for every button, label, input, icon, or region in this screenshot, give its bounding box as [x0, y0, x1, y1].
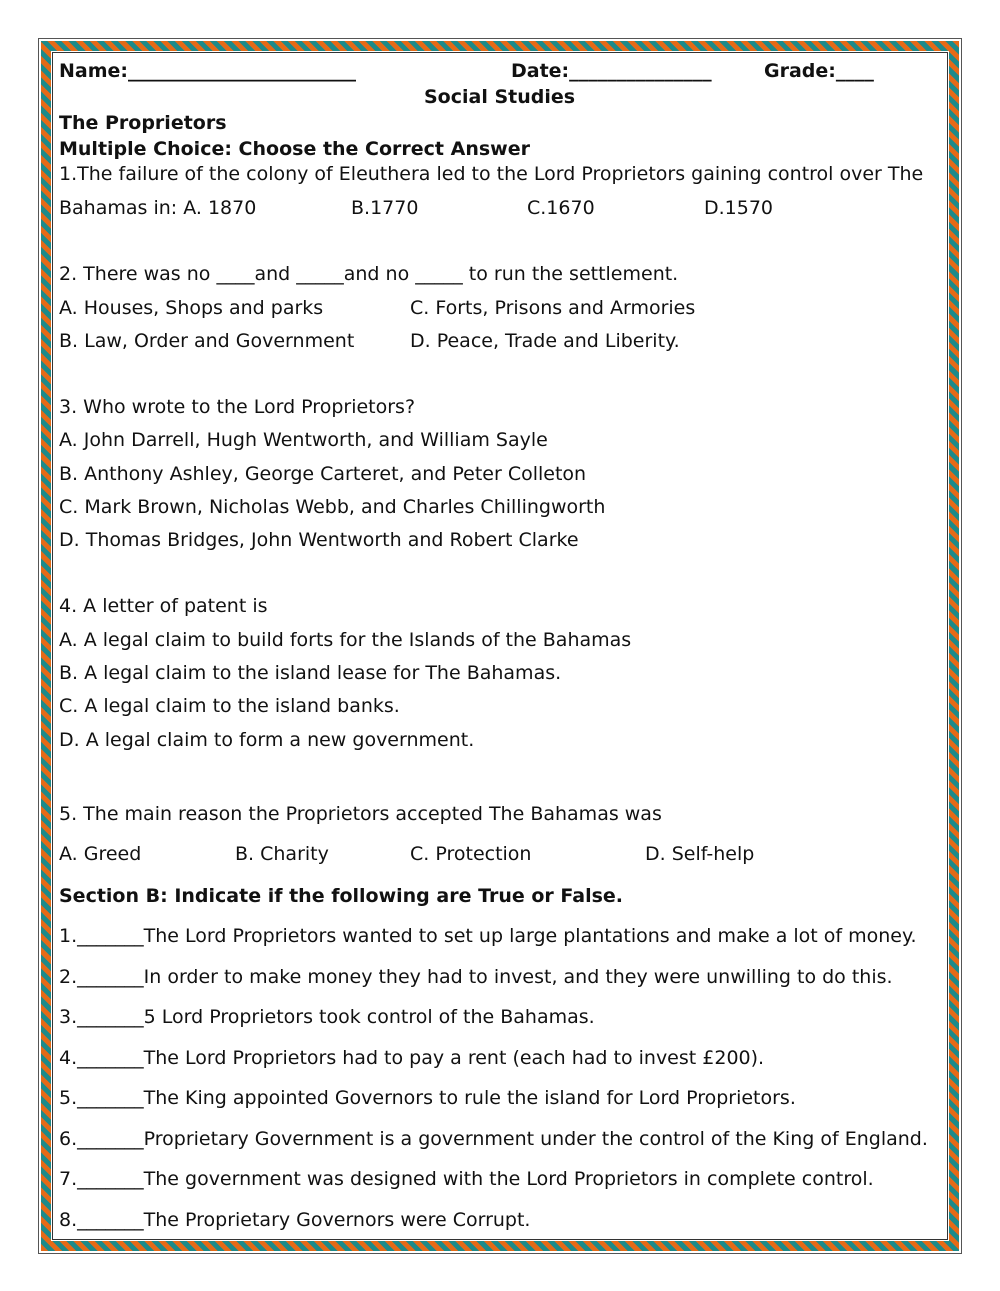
date-field[interactable]: Date:_______________: [511, 60, 712, 82]
q1-option-a: Bahamas in: A. 1870: [59, 197, 257, 219]
subject-title: Social Studies: [424, 86, 576, 108]
q2-option-b: B. Law, Order and Government: [59, 330, 355, 352]
q4-option-a: A. A legal claim to build forts for the Islands of the Bahamas: [59, 629, 632, 651]
tf-item-7[interactable]: 7._______The government was designed with the Lord Proprietors in complete control.: [59, 1168, 874, 1190]
q4-option-d: D. A legal claim to form a new government.: [59, 729, 475, 751]
tf-item-8[interactable]: 8._______The Proprietary Governors were Corrupt.: [59, 1209, 531, 1231]
q3-option-b: B. Anthony Ashley, George Carteret, and Peter Colleton: [59, 463, 587, 485]
tf-item-1[interactable]: 1._______The Lord Proprietors wanted to set up large plantations and make a lot of money.: [59, 925, 917, 947]
q1-option-d: D.1570: [704, 197, 774, 219]
q5-stem: 5. The main reason the Proprietors accepted The Bahamas was: [59, 803, 662, 825]
q3-option-d: D. Thomas Bridges, John Wentworth and Robert Clarke: [59, 529, 579, 551]
q3-option-c: C. Mark Brown, Nicholas Webb, and Charles Chillingworth: [59, 496, 606, 518]
q2-option-c: C. Forts, Prisons and Armories: [410, 297, 696, 319]
q5-option-a: A. Greed: [59, 843, 142, 865]
tf-item-5[interactable]: 5._______The King appointed Governors to rule the island for Lord Proprietors.: [59, 1087, 796, 1109]
q4-option-b: B. A legal claim to the island lease for The Bahamas.: [59, 662, 562, 684]
q5-option-d: D. Self-help: [645, 843, 755, 865]
q5-option-c: C. Protection: [410, 843, 532, 865]
q2-option-a: A. Houses, Shops and parks: [59, 297, 324, 319]
tf-item-6[interactable]: 6._______Proprietary Government is a government under the control of the King of England.: [59, 1128, 928, 1150]
q5-option-b: B. Charity: [235, 843, 329, 865]
tf-item-2[interactable]: 2._______In order to make money they had to invest, and they were unwilling to do this.: [59, 966, 893, 988]
topic-title: The Proprietors: [59, 112, 227, 134]
q1-stem: 1.The failure of the colony of Eleuthera led to the Lord Proprietors gaining control over The: [59, 163, 924, 185]
section-b-title: Section B: Indicate if the following are True or False.: [59, 885, 624, 907]
q4-option-c: C. A legal claim to the island banks.: [59, 695, 400, 717]
q2-stem: 2. There was no ____and _____and no _____ to run the settlement.: [59, 263, 679, 285]
q3-option-a: A. John Darrell, Hugh Wentworth, and William Sayle: [59, 429, 548, 451]
q2-option-d: D. Peace, Trade and Liberity.: [410, 330, 680, 352]
section-a-title: Multiple Choice: Choose the Correct Answer: [59, 138, 530, 160]
name-field[interactable]: Name:________________________: [59, 60, 357, 82]
tf-item-4[interactable]: 4._______The Lord Proprietors had to pay a rent (each had to invest £200).: [59, 1047, 765, 1069]
q3-stem: 3. Who wrote to the Lord Proprietors?: [59, 396, 416, 418]
q1-option-b: B.1770: [351, 197, 419, 219]
q1-option-c: C.1670: [527, 197, 595, 219]
tf-item-3[interactable]: 3._______5 Lord Proprietors took control of the Bahamas.: [59, 1006, 595, 1028]
q4-stem: 4. A letter of patent is: [59, 595, 268, 617]
grade-field[interactable]: Grade:____: [764, 60, 874, 82]
